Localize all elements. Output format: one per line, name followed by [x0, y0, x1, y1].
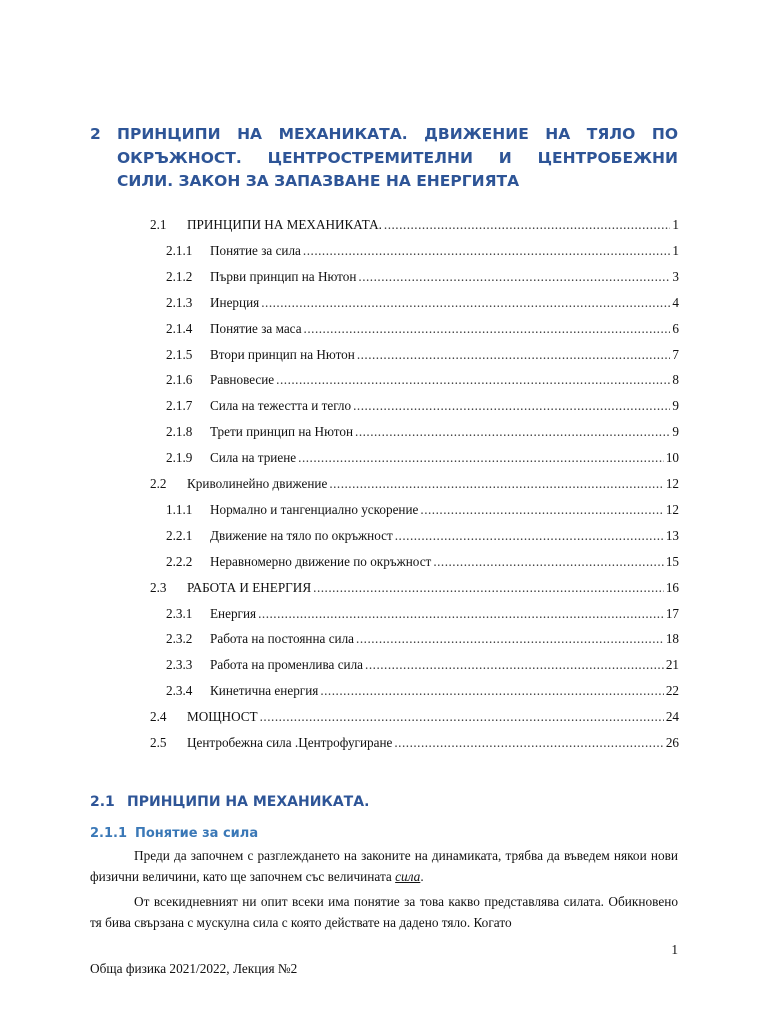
toc-entry-page[interactable]: 6 — [672, 320, 679, 336]
toc-entry-page[interactable]: 7 — [672, 346, 679, 362]
toc-entry-title[interactable]: Енергия — [210, 605, 257, 621]
toc-entry-number: 2.2.1 — [166, 527, 193, 543]
toc-dot-leader — [420, 500, 663, 520]
paragraph-1-emphasis: сила — [395, 869, 421, 884]
paragraph-1 — [90, 845, 678, 887]
toc-entry-page[interactable]: 16 — [665, 579, 679, 595]
toc-entry[interactable] — [166, 448, 679, 468]
paragraph-2-text: От всекидневният ни опит всеки има понятие за това какво представлява силата. Обикновено тя бива свързана с мускулна сила с която действате на дадено тяло. Когато — [90, 894, 678, 930]
toc-entry-title[interactable]: Сила на тежестта и тегло — [210, 398, 352, 414]
toc-entry-title[interactable]: Равновесие — [210, 372, 275, 388]
toc-dot-leader — [303, 241, 670, 261]
section-heading — [90, 792, 369, 812]
toc-entry[interactable] — [166, 552, 679, 572]
toc-entry-title[interactable]: Работа на постоянна сила — [210, 631, 355, 647]
toc-dot-leader — [353, 396, 670, 416]
toc-dot-leader — [304, 319, 671, 339]
toc-entry-number: 2.1.6 — [166, 372, 193, 388]
toc-entry[interactable] — [166, 396, 679, 416]
toc-entry-page[interactable]: 18 — [665, 631, 679, 647]
toc-dot-leader — [260, 707, 664, 727]
toc-dot-leader — [329, 474, 664, 494]
toc-entry-title[interactable]: Движение на тяло по окръжност — [210, 527, 393, 543]
toc-entry-page[interactable]: 17 — [665, 605, 679, 621]
toc-entry-title[interactable]: Неравномерно движение по окръжност — [210, 553, 432, 569]
toc-entry-number: 2.1.5 — [166, 346, 193, 362]
toc-entry-number: 2.1.1 — [166, 242, 193, 258]
paragraph-1-after: . — [420, 869, 424, 884]
toc-dot-leader — [261, 293, 670, 313]
toc-entry[interactable] — [166, 681, 679, 701]
toc-entry[interactable] — [166, 241, 679, 261]
toc-entry-page[interactable]: 26 — [665, 735, 679, 750]
toc-entry-page[interactable]: 8 — [672, 372, 679, 388]
toc-entry-number: 2.3.2 — [166, 631, 193, 647]
section-title: ПРИНЦИПИ НА МЕХАНИКАТА. — [127, 794, 370, 810]
toc-entry-number: 1.1.1 — [166, 501, 193, 517]
chapter-title: ПРИНЦИПИ НА МЕХАНИКАТА. ДВИЖЕНИЕ НА ТЯЛО ПО ОКРЪЖНОСТ. ЦЕНТРОСТРЕМИТЕЛНИ И ЦЕНТРОБЕЖНИ СИЛИ. ЗАКОН ЗА ЗАПАЗВАНЕ НА ЕНЕРГИЯТА — [117, 125, 678, 190]
toc-entry-title[interactable]: Инерция — [210, 294, 260, 310]
toc-entry[interactable] — [166, 319, 679, 339]
toc-dot-leader — [356, 629, 664, 649]
toc-entry-title[interactable]: Първи принцип на Нютон — [210, 268, 357, 284]
toc-entry-page[interactable]: 21 — [665, 657, 679, 673]
toc-entry-title[interactable]: Центробежна сила .Центрофугиране — [187, 735, 393, 750]
toc-entry[interactable] — [166, 345, 679, 365]
toc-dot-leader — [357, 345, 671, 365]
chapter-heading — [90, 123, 678, 194]
toc-entry-title[interactable]: МОЩНОСТ — [187, 709, 258, 725]
toc-entry-title[interactable]: Сила на триене — [210, 450, 297, 466]
toc-entry-number: 2.2 — [150, 476, 167, 491]
toc-entry-number: 2.1 — [150, 217, 167, 232]
toc-entry-title[interactable]: Криволинейно движение — [187, 476, 328, 491]
toc-entry[interactable] — [166, 526, 679, 546]
toc-entry[interactable] — [166, 293, 679, 313]
page-footer: Обща физика 2021/2022, Лекция №2 — [90, 961, 298, 976]
toc-dot-leader — [355, 422, 670, 442]
toc-dot-leader — [320, 681, 663, 701]
toc-entry-number: 2.3.3 — [166, 657, 193, 673]
toc-entry[interactable] — [150, 578, 679, 598]
toc-entry-number: 2.3.4 — [166, 683, 193, 699]
toc-entry[interactable] — [150, 733, 679, 753]
toc-entry-page[interactable]: 3 — [672, 268, 679, 284]
toc-entry-title[interactable]: Работа на променлива сила — [210, 657, 364, 673]
toc-entry-number: 2.1.3 — [166, 294, 193, 310]
subsection-number: 2.1.1 — [90, 826, 128, 841]
toc-dot-leader — [258, 604, 664, 624]
toc-entry[interactable] — [150, 474, 679, 494]
toc-entry-number: 2.4 — [150, 709, 167, 725]
toc-entry[interactable] — [166, 422, 679, 442]
toc-dot-leader — [358, 267, 670, 287]
toc-entry-number: 2.1.4 — [166, 320, 193, 336]
toc-entry[interactable] — [150, 215, 679, 235]
toc-dot-leader — [433, 552, 664, 572]
toc-entry-page[interactable]: 1 — [672, 242, 679, 258]
toc-entry[interactable] — [166, 267, 679, 287]
page-number: 1 — [671, 942, 678, 957]
toc-entry[interactable] — [166, 604, 679, 624]
toc-entry-number: 2.5 — [150, 735, 167, 750]
toc-entry-title[interactable]: Понятие за сила — [210, 242, 301, 258]
toc-entry[interactable] — [166, 370, 679, 390]
toc-entry-number: 2.2.2 — [166, 553, 193, 569]
toc-entry-page[interactable]: 9 — [672, 424, 679, 440]
toc-dot-leader — [384, 215, 671, 235]
toc-dot-leader — [313, 578, 664, 598]
toc-entry-page[interactable]: 13 — [665, 527, 679, 543]
toc-dot-leader — [276, 370, 670, 390]
paragraph-1-before: Преди да започнем с разглеждането на законите на динамиката, трябва да въведем някои нови физични величини, като ще започнем със величината — [90, 848, 678, 884]
toc-entry-number: 2.1.2 — [166, 268, 193, 284]
toc-entry-page[interactable]: 12 — [665, 476, 679, 491]
toc-entry[interactable] — [150, 707, 679, 727]
toc-entry-title[interactable]: Трети принцип на Нютон — [210, 424, 354, 440]
toc-entry-number: 2.3.1 — [166, 605, 193, 621]
toc-dot-leader — [394, 733, 663, 753]
toc-entry-number: 2.3 — [150, 579, 167, 595]
toc-entry-page[interactable]: 24 — [665, 709, 679, 725]
paragraph-2 — [90, 891, 678, 933]
toc-entry-page[interactable]: 4 — [672, 294, 679, 310]
toc-dot-leader — [365, 655, 664, 675]
toc-entry-title[interactable]: Втори принцип на Нютон — [210, 346, 355, 362]
toc-entry-number: 2.1.7 — [166, 398, 193, 414]
toc-entry-title[interactable]: Кинетична енергия — [210, 683, 319, 699]
toc-entry-page[interactable]: 1 — [672, 217, 679, 232]
toc-dot-leader — [298, 448, 664, 468]
toc-entry-number: 2.1.9 — [166, 450, 193, 466]
toc-entry-title[interactable]: Нормално и тангенциално ускорение — [210, 501, 419, 517]
toc-entry-title[interactable]: ПРИНЦИПИ НА МЕХАНИКАТА. — [187, 217, 382, 232]
toc-entry-page[interactable]: 15 — [665, 553, 679, 569]
toc-entry-page[interactable]: 9 — [672, 398, 679, 414]
section-number: 2.1 — [90, 794, 115, 810]
toc-entry[interactable] — [166, 655, 679, 675]
chapter-number: 2 — [90, 125, 101, 143]
toc-entry-page[interactable]: 12 — [665, 501, 679, 517]
toc-entry-title[interactable]: РАБОТА И ЕНЕРГИЯ — [187, 579, 312, 595]
subsection-title: Понятие за сила — [135, 826, 259, 841]
toc-entry[interactable] — [166, 500, 679, 520]
toc-entry-page[interactable]: 22 — [665, 683, 679, 699]
toc-entry[interactable] — [166, 629, 679, 649]
subsection-heading — [90, 824, 258, 844]
toc-entry-number: 2.1.8 — [166, 424, 193, 440]
toc-dot-leader — [395, 526, 664, 546]
toc-entry-page[interactable]: 10 — [665, 450, 679, 466]
toc-entry-title[interactable]: Понятие за маса — [210, 320, 302, 336]
